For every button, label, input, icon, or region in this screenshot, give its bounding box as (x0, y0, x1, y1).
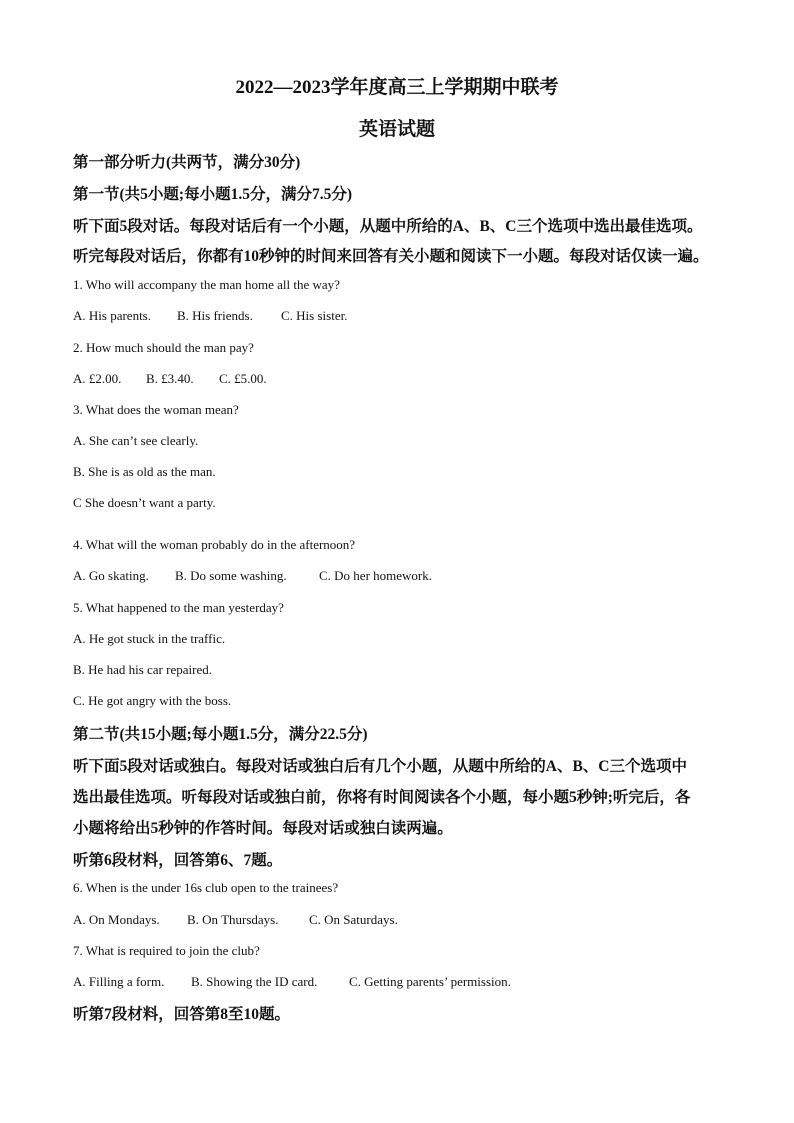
material-7-heading: 听第7段材料，回答第8至10题。 (73, 1006, 291, 1023)
material-6-heading: 听第6段材料，回答第6、7题。 (73, 852, 283, 869)
question-6: 6. When is the under 16s club open to the trainees? (73, 880, 339, 895)
option-a: A. £2.00. (73, 371, 122, 386)
question-3: 3. What does the woman mean? (73, 402, 239, 417)
option-c: C. His sister. (281, 308, 348, 323)
option-b: B. His friends. (177, 308, 253, 323)
question-2: 2. How much should the man pay? (73, 340, 254, 355)
option-c: C. Do her homework. (319, 568, 433, 583)
question-3-option-a: A. She can’t see clearly. (73, 433, 199, 448)
section1-instructions-line2: 听完每段对话后，你都有10秒钟的时间来回答有关小题和阅读下一小题。每段对话仅读一遍。 (73, 248, 709, 265)
part1-heading: 第一部分听力(共两节，满分30分) (73, 154, 301, 171)
question-3-option-c: C She doesn’t want a party. (73, 495, 216, 510)
option-a: A. Go skating. (73, 568, 149, 583)
section2-instructions-line1: 听下面5段对话或独白。每段对话或独白后有几个小题，从题中所给的A、B、C三个选项中 (73, 758, 687, 775)
section1-heading: 第一节(共5小题;每小题1.5分，满分7.5分) (73, 186, 352, 203)
question-5-option-c: C. He got angry with the boss. (73, 693, 232, 708)
option-a: A. His parents. (73, 308, 151, 323)
option-c: C. Getting parents’ permission. (349, 974, 511, 989)
question-1-options (73, 308, 347, 324)
question-5-option-b: B. He had his car repaired. (73, 662, 212, 677)
question-7-options (73, 974, 511, 990)
question-7: 7. What is required to join the club? (73, 943, 260, 958)
question-5-option-a: A. He got stuck in the traffic. (73, 631, 226, 646)
option-c: C. £5.00. (219, 371, 267, 386)
question-2-options (73, 371, 267, 387)
question-1: 1. Who will accompany the man home all the way? (73, 277, 340, 292)
option-b: B. On Thursdays. (187, 912, 279, 927)
section1-instructions-line1: 听下面5段对话。每段对话后有一个小题，从题中所给的A、B、C三个选项中选出最佳选项。 (73, 218, 703, 235)
exam-subtitle: 英语试题 (358, 119, 435, 140)
option-a: A. On Mondays. (73, 912, 160, 927)
question-5: 5. What happened to the man yesterday? (73, 600, 284, 615)
option-a: A. Filling a form. (73, 974, 165, 989)
question-6-options (73, 912, 398, 928)
section2-instructions-line3: 小题将给出5秒钟的作答时间。每段对话或独白读两遍。 (73, 820, 453, 837)
option-b: B. Do some washing. (175, 568, 287, 583)
question-4-options (73, 568, 432, 584)
option-b: B. £3.40. (146, 371, 194, 386)
option-c: C. On Saturdays. (309, 912, 398, 927)
section2-instructions-line2: 选出最佳选项。听每段对话或独白前，你将有时间阅读各个小题，每小题5秒钟;听完后，各 (73, 789, 691, 806)
section2-heading: 第二节(共15小题;每小题1.5分，满分22.5分) (73, 726, 368, 743)
option-b: B. Showing the ID card. (191, 974, 318, 989)
question-4: 4. What will the woman probably do in the afternoon? (73, 537, 356, 552)
question-3-option-b: B. She is as old as the man. (73, 464, 216, 479)
exam-title: 2022—2023学年度高三上学期期中联考 (235, 77, 559, 98)
